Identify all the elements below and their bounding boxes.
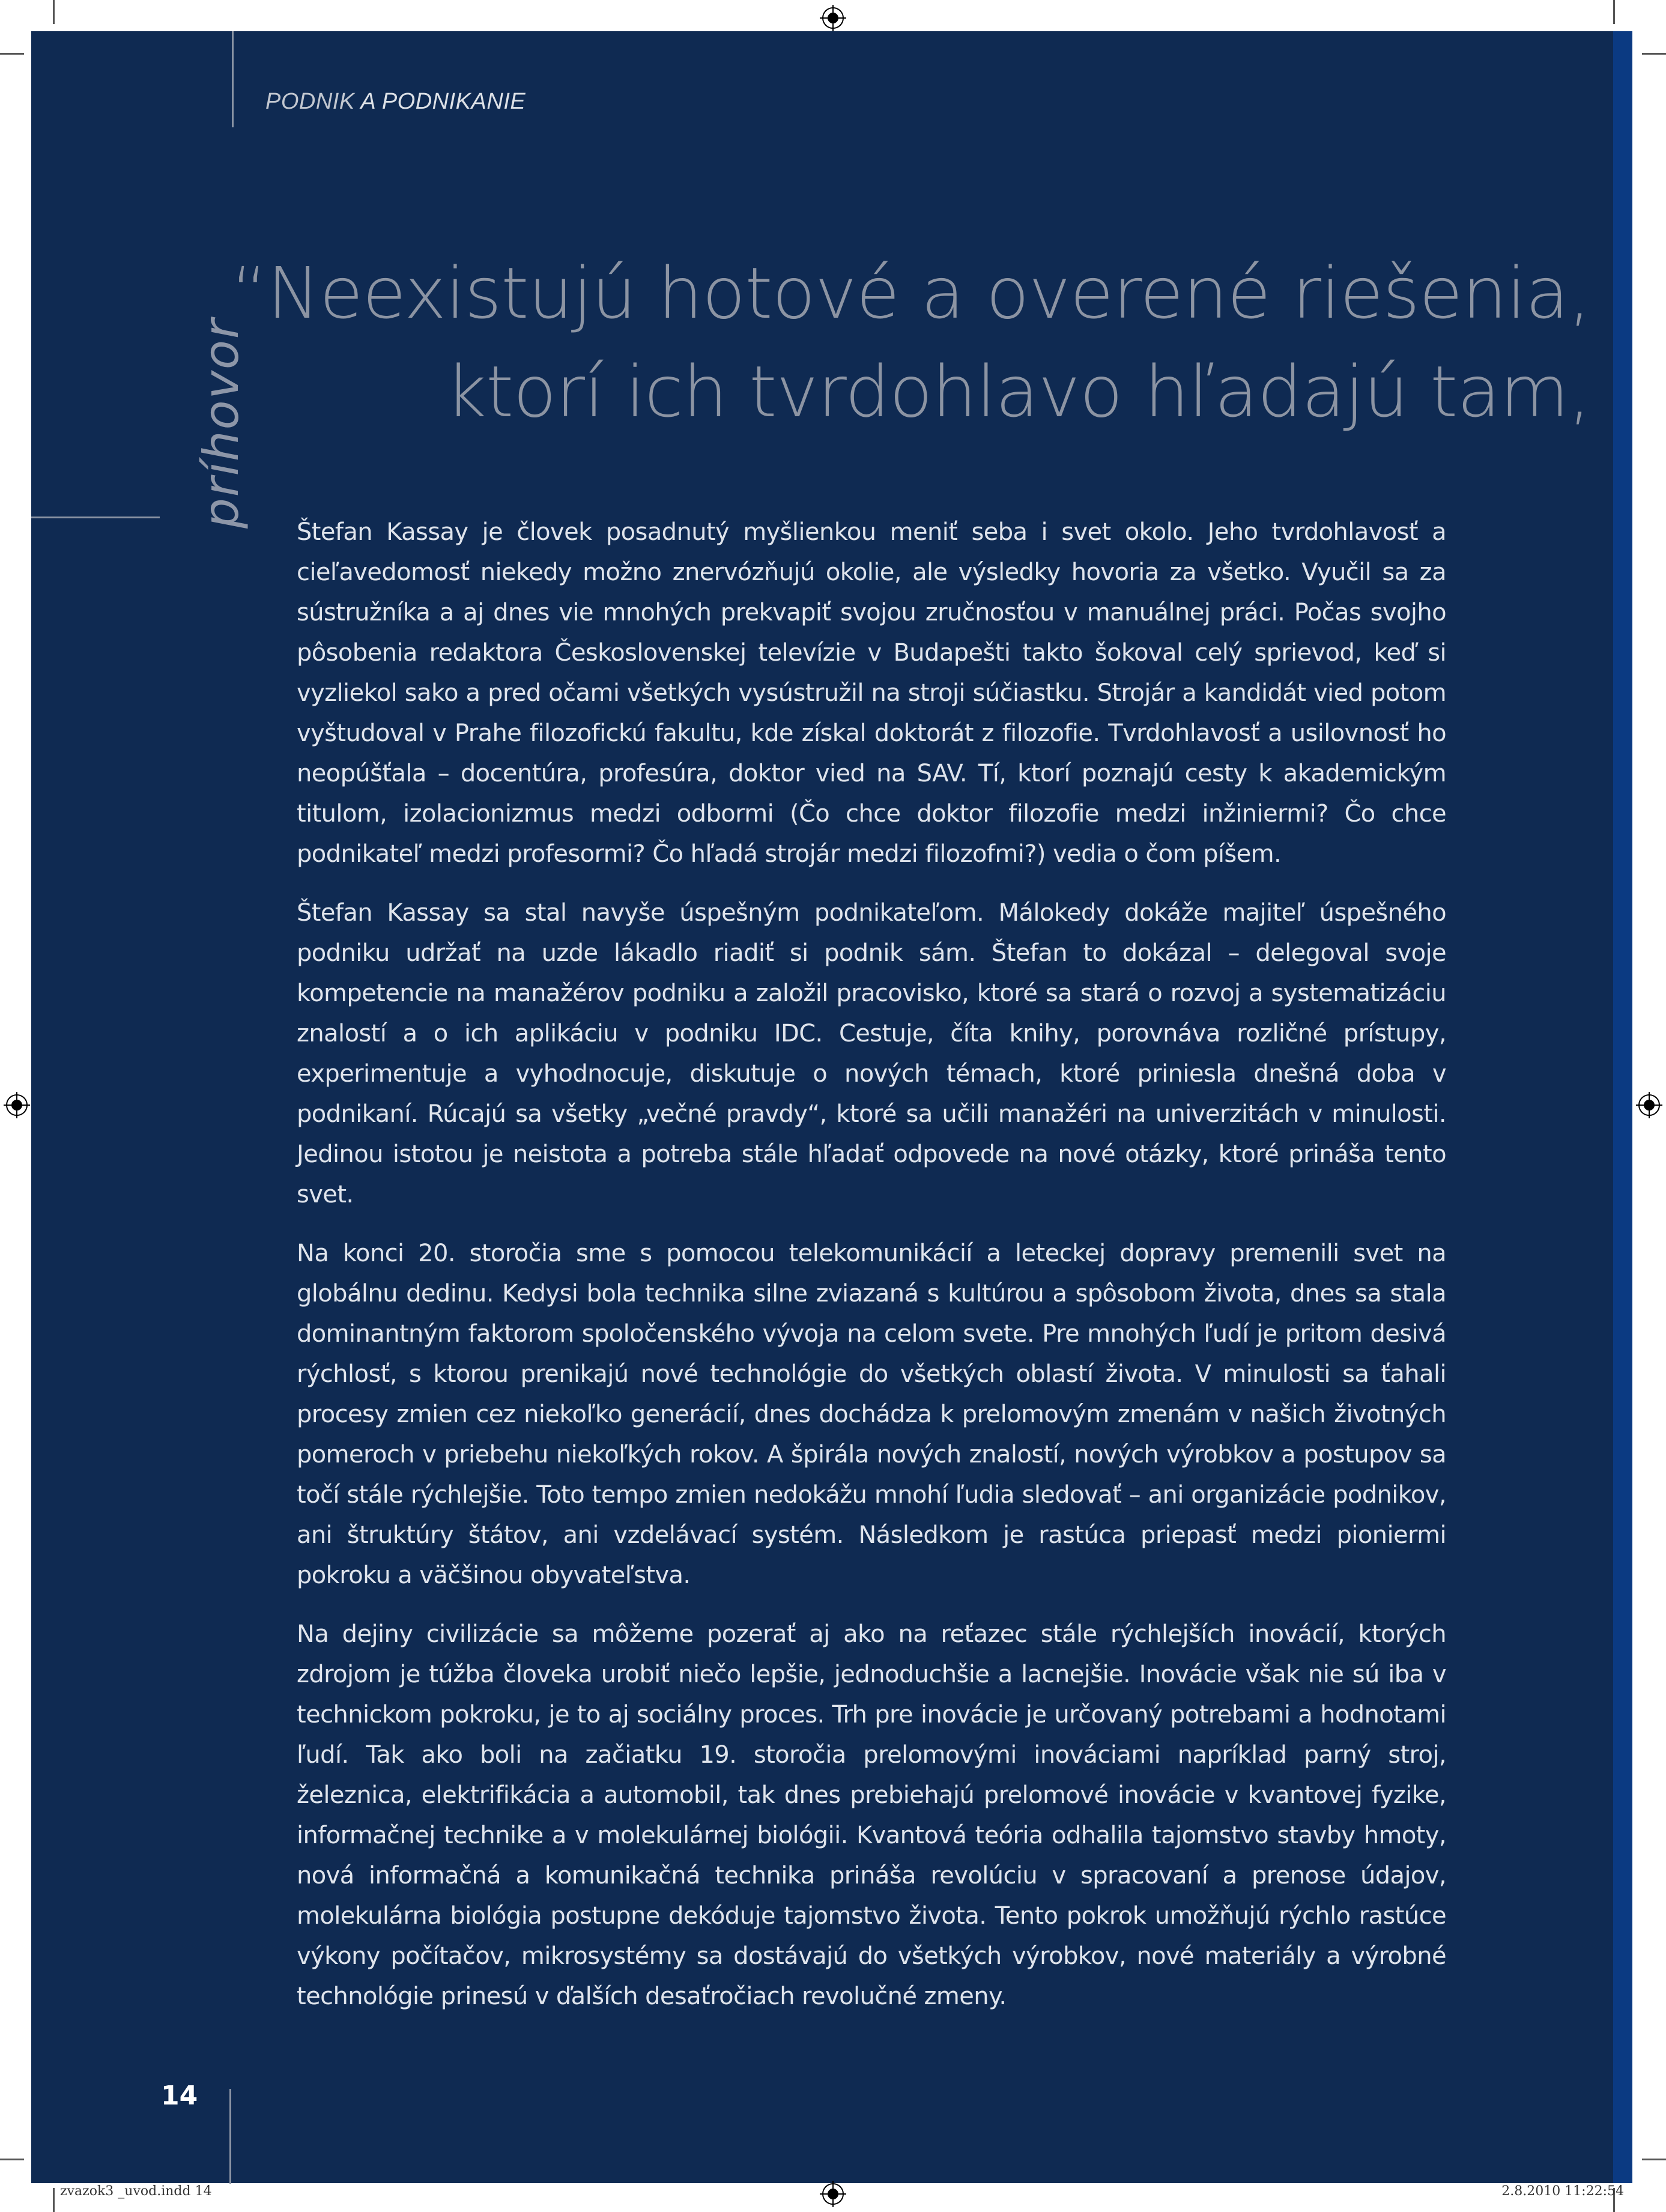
accent-strip — [1613, 31, 1632, 2183]
pull-quote-line: “Neexistujú hotové a overené riešenia, — [231, 252, 1590, 335]
crop-mark — [1642, 2159, 1666, 2160]
paragraph: Na konci 20. storočia sme s pomocou telekomunikácií a leteckej dopravy premenili svet na globálnu dedinu. Kedysi bola technika silne zviazaná s kultúrou a spôsobom života, dnes sa stala dominantným faktorom spoločenského vývoja na celom svete. Pre mnohých ľudí je pritom desivá rýchlosť, s ktorou prenikajú nové technológie do všetkých oblastí života. V minulosti sa ťahali procesy zmien cez niekoľko generácií, dnes dochádza k prelomovým zmenám v našich životných pomeroch v priebehu niekoľkých rokov. A špirála nových znalostí, nových výrobkov a postupov sa točí stále rýchlejšie. Toto tempo zmien nedokážu mnohí ľudia sledovať – ani organizácie podnikov, ani štruktúry štátov, ani vzdelávací systém. Následkom je rastúca priepasť medzi pioniermi pokroku a väčšinou obyvateľstva. — [297, 1240, 1446, 1589]
paragraph: Štefan Kassay sa stal navyše úspešným podnikateľom. Málokedy dokáže majiteľ úspešného podniku udržať na uzde lákadlo riadiť si podnik sám. Štefan to dokázal – delegoval svoje kompetencie na manažérov podniku a založil pracovisko, ktoré sa stará o rozvoj a systematizáciu znalostí a o ich aplikáciu v podniku IDC. Cestuje, číta knihy, porovnáva rozličné prístupy, experimentuje a vyhodnocuje, diskutuje o nových témach, ktoré priniesla dnešná doba v podnikaní. Rúcajú sa všetky „večné pravdy“, ktoré sa učili manažéri na univerzitách v minulosti. Jedinou istotou je neistota a potreba stále hľadať odpovede na nové otázky, ktoré prináša tento svet. — [297, 899, 1446, 1208]
registration-mark-icon — [820, 2181, 846, 2207]
header-rule — [232, 31, 234, 127]
crop-mark — [53, 2188, 55, 2212]
slug-filename: zvazok3 _uvod.indd 14 — [60, 2184, 212, 2199]
section-header-light: PODNIK — [265, 89, 361, 114]
crop-mark — [53, 0, 55, 24]
pull-quote-line: ktorí ich tvrdohlavo hľadajú tam, — [445, 350, 1590, 433]
registration-mark-icon — [1636, 1092, 1662, 1118]
crop-mark — [1642, 53, 1666, 55]
crop-mark — [0, 2159, 24, 2160]
slug-timestamp: 2.8.2010 11:22:54 — [1501, 2184, 1624, 2199]
page-number: 14 — [161, 2080, 198, 2111]
pull-quote — [209, 244, 1590, 441]
article-body — [297, 512, 1446, 2035]
side-label: príhovor — [193, 318, 249, 529]
crop-mark — [1613, 0, 1615, 24]
section-header-strong: A PODNIKANIE — [360, 89, 526, 114]
registration-mark-icon — [4, 1092, 30, 1118]
section-header — [265, 89, 526, 115]
paragraph: Štefan Kassay je človek posadnutý myšlienkou meniť seba i svet okolo. Jeho tvrdohlavosť a cieľavedomosť niekedy možno znervózňujú okolie, ale výsledky hovoria za všetko. Vyučil sa za sústružníka a aj dnes vie mnohých prekvapiť svojou zručnosťou v manuálnej práci. Počas svojho pôsobenia redaktora Československej televízie v Budapešti takto šokoval celý sprievod, keď si vyzliekol sako a pred očami všetkých vysústružil na stroji súčiastku. Strojár a kandidát vied potom vyštudoval v Prahe filozofickú fakultu, kde získal doktorát z filozofie. Tvrdohlavosť a usilovnosť ho neopúšťala – docentúra, profesúra, doktor vied na SAV. Tí, ktorí poznajú cesty k akademickým titulom, izolacionizmus medzi odbormi (Čo chce doktor filozofie medzi inžiniermi? Čo chce podnikateľ medzi profesormi? Čo hľadá strojár medzi filozofmi?) vedia o čom píšem. — [297, 518, 1446, 868]
registration-mark-icon — [820, 5, 846, 31]
paragraph: Na dejiny civilizácie sa môžeme pozerať aj ako na reťazec stále rýchlejších inovácií, ktorých zdrojom je túžba človeka urobiť niečo lepšie, jednoduchšie a lacnejšie. Inovácie však nie sú iba v technickom pokroku, je to aj sociálny proces. Trh pre inovácie je určovaný potrebami a hodnotami ľudí. Tak ako boli na začiatku 19. storočia prelomovými inováciami napríklad parný stroj, železnica, elektrifikácia a automobil, tak dnes prebiehajú prelomové inovácie v kvantovej fyzike, informačnej technike a v molekulárnej biológii. Kvantová teória odhalila tajomstvo stavby hmoty, nová informačná a komunikačná technika prináša revolúciu v spracovaní a prenose údajov, molekulárna biológia postupne dekóduje tajomstvo života. Tento pokrok umožňujú rýchlo rastúce výkony počítačov, mikrosystémy sa dostávajú do všetkých výrobkov, nové materiály a výrobné technológie prinesú v ďalších desaťročiach revolučné zmeny. — [297, 1620, 1446, 2010]
side-rule — [31, 517, 160, 518]
crop-mark — [0, 53, 24, 55]
page-number-rule — [229, 2089, 231, 2184]
